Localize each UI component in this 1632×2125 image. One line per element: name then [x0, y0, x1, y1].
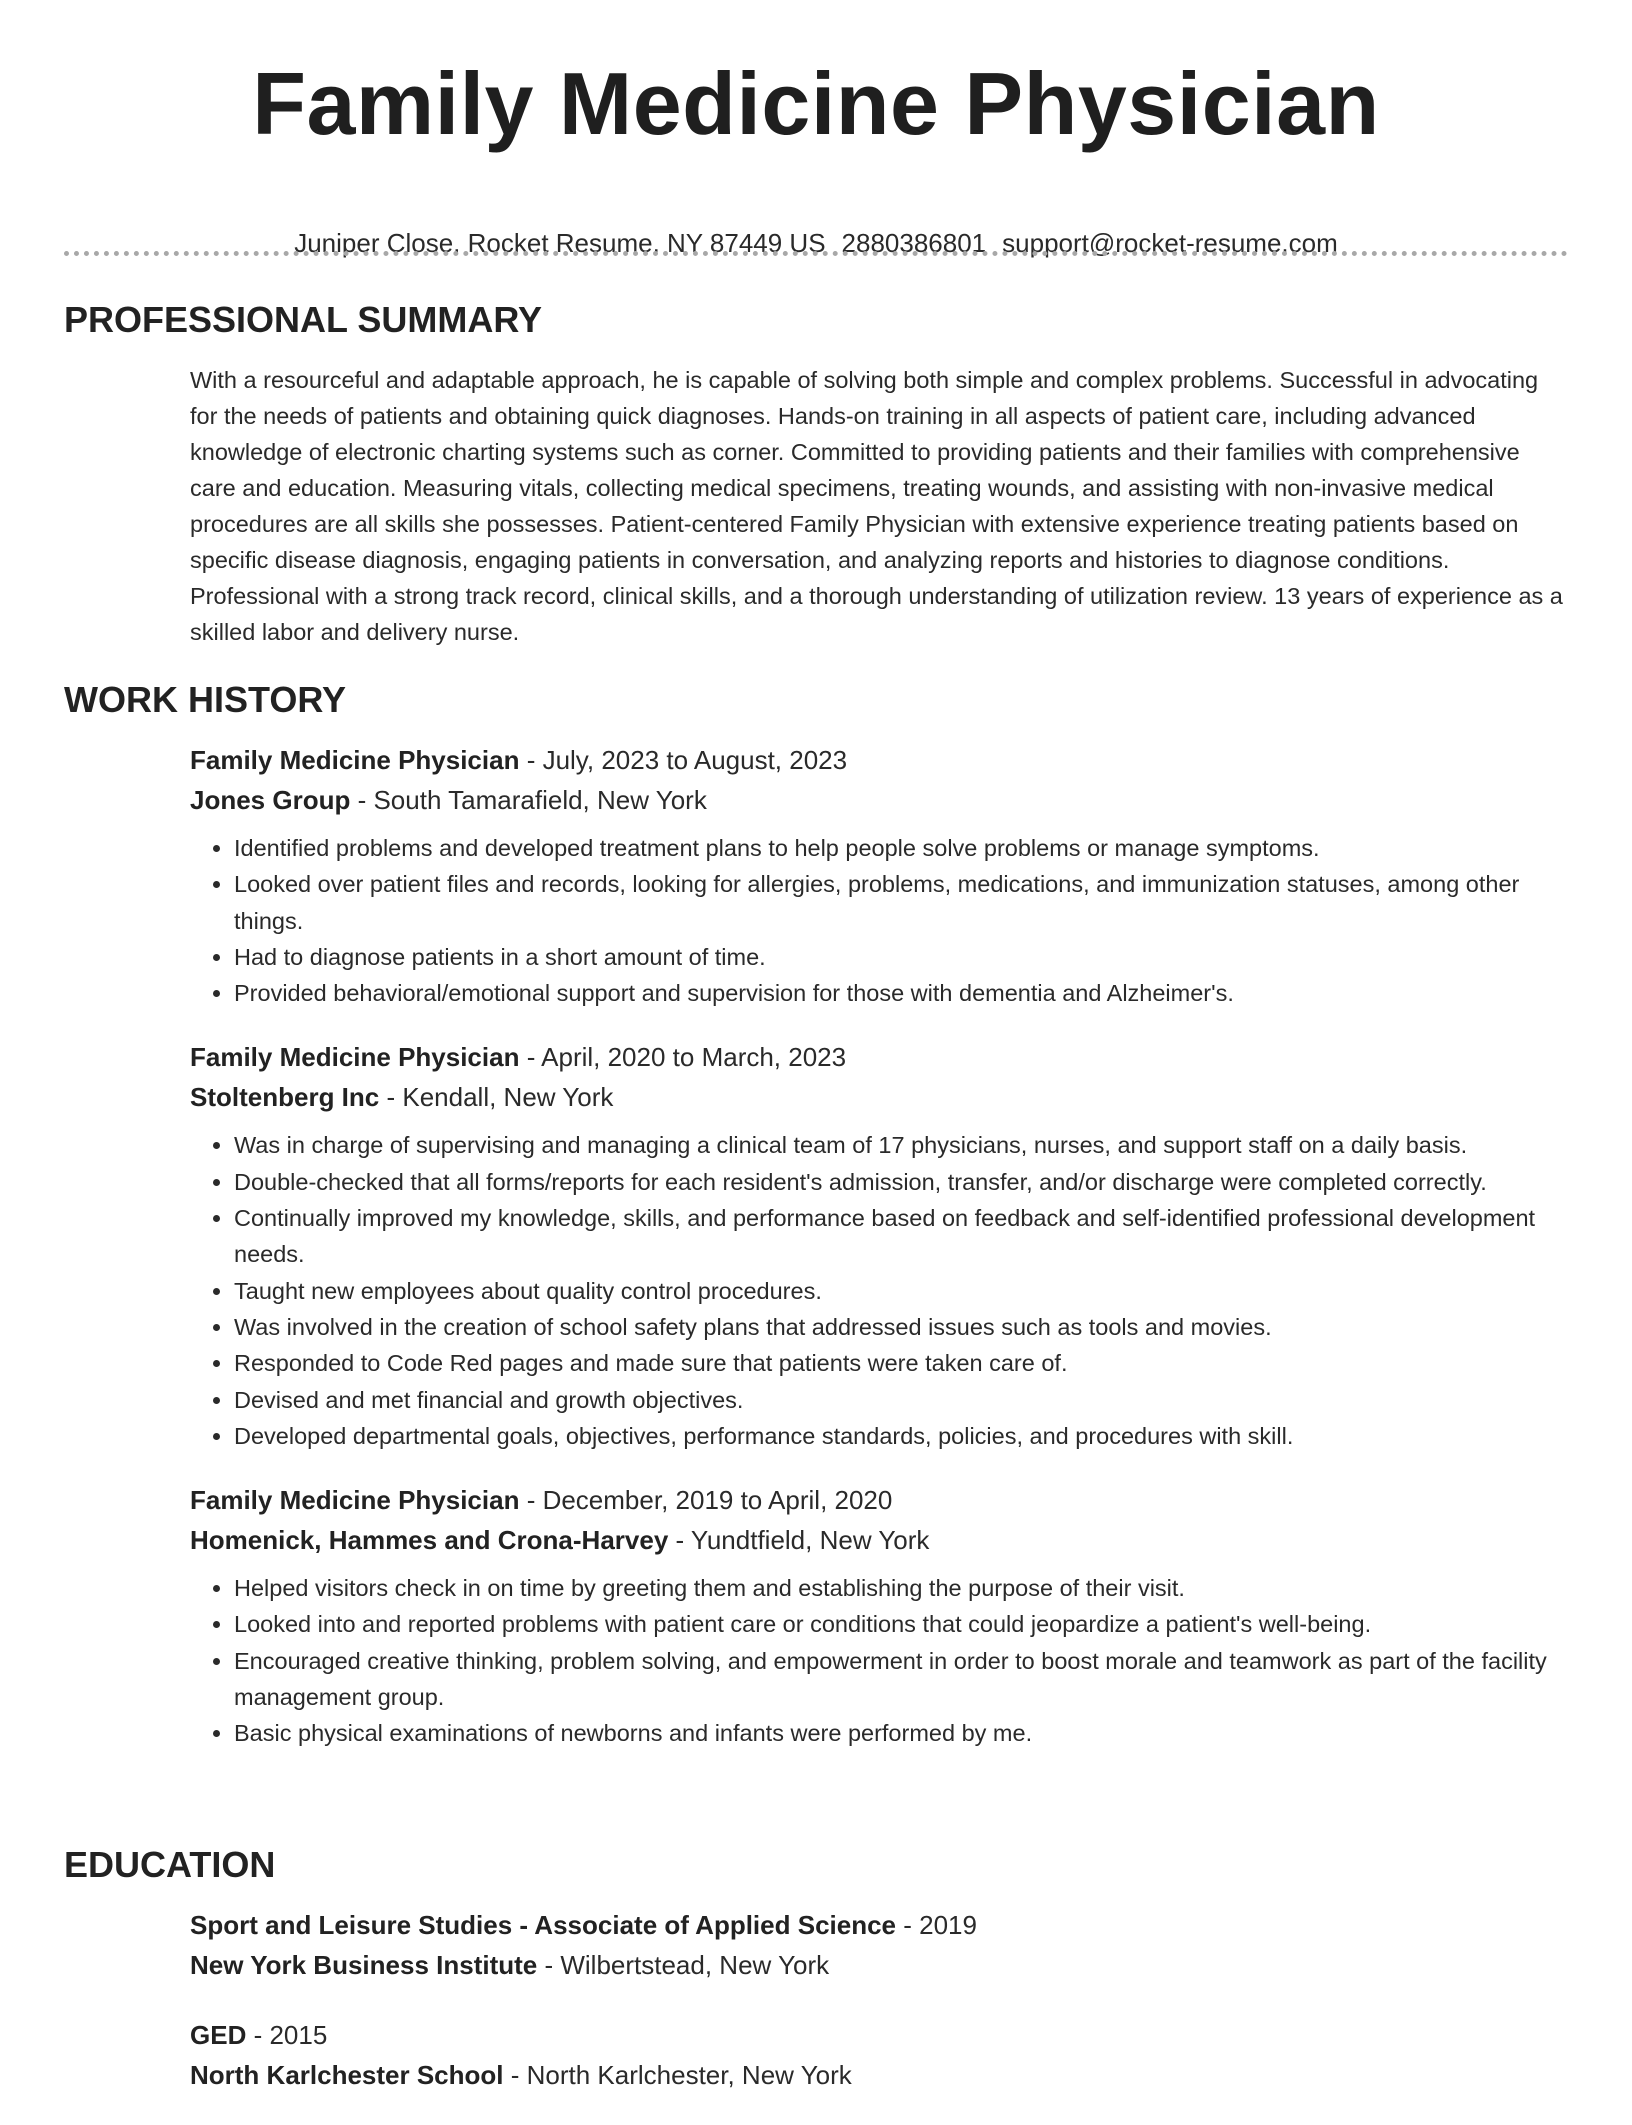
bullet-item: • Basic physical examinations of newborns and infants were performed by me.	[234, 1715, 1568, 1751]
school-name: New York Business Institute	[190, 1950, 538, 1980]
job-bullets	[190, 830, 1568, 1011]
job-bullets	[190, 1570, 1568, 1751]
bullet-item: • Provided behavioral/emotional support and supervision for those with dementia and Alzheimer's.	[234, 975, 1568, 1011]
job-entry	[190, 1037, 1568, 1454]
job-role: Family Medicine Physician	[190, 1485, 520, 1516]
work-history-section	[64, 678, 1568, 1778]
job-entry	[190, 740, 1568, 1011]
job-title-line	[190, 1480, 1568, 1520]
bullet-item: • Responded to Code Red pages and made sure that patients were taken care of.	[234, 1345, 1568, 1381]
degree-name: Sport and Leisure Studies - Associate of Applied Science	[190, 1910, 897, 1940]
job-location: - Yundtfield, New York	[668, 1525, 930, 1556]
bullet-item: • Continually improved my knowledge, skills, and performance based on feedback and self-identified professional development needs.	[234, 1200, 1568, 1273]
school-location: - North Karlchester, New York	[503, 2060, 852, 2090]
summary-text: With a resourceful and adaptable approach, he is capable of solving both simple and complex problems. Successful in advocating for the needs of patients and obtaining quick diagnoses. Hands-on training in all aspects of patient care, including advanced knowledge of electronic charting systems such as corner. Committed to providing patients and their families with comprehensive care and education. Measuring vitals, collecting medical specimens, treating wounds, and assisting with non-invasive medical procedures are all skills she possesses. Patient-centered Family Physician with extensive experience treating patients based on specific disease diagnosis, engaging patients in conversation, and analyzing reports and histories to diagnose conditions. Professional with a strong track record, clinical skills, and a thorough understanding of utilization review. 13 years of experience as a skilled labor and delivery nurse.	[190, 367, 1563, 645]
job-role: Family Medicine Physician	[190, 745, 520, 775]
job-role: Family Medicine Physician	[190, 1042, 520, 1073]
degree-year: - 2019	[896, 1910, 977, 1940]
bullet-item: • Looked into and reported problems with patient care or conditions that could jeopardize a patient's well-being.	[234, 1606, 1568, 1642]
contact-address: Juniper Close, Rocket Resume, NY 87449 US	[294, 228, 826, 258]
job-title-line	[190, 1037, 1568, 1077]
resume-header	[64, 54, 1568, 258]
header-divider	[64, 251, 1568, 256]
job-entry	[190, 1480, 1568, 1751]
degree-line	[190, 1905, 1568, 1945]
job-company: Jones Group	[190, 785, 351, 815]
bullet-item: • Looked over patient files and records, looking for allergies, problems, medications, and immunization statuses, among other things.	[234, 866, 1568, 939]
bullet-item: • Was involved in the creation of school safety plans that addressed issues such as tools and movies.	[234, 1309, 1568, 1345]
contact-email[interactable]: support@rocket-resume.com	[1002, 228, 1338, 258]
job-dates: - December, 2019 to April, 2020	[519, 1485, 893, 1516]
job-dates: - April, 2020 to March, 2023	[519, 1042, 847, 1073]
professional-summary-section	[64, 298, 1568, 650]
education-section	[64, 1843, 1568, 2125]
bullet-item: • Developed departmental goals, objectives, performance standards, policies, and procedures with skill.	[234, 1418, 1568, 1454]
candidate-name: Family Medicine Physician	[252, 54, 1380, 153]
job-company: Stoltenberg Inc	[190, 1082, 380, 1113]
job-company-line	[190, 780, 1568, 820]
bullet-item: • Was in charge of supervising and managing a clinical team of 17 physicians, nurses, and support staff on a daily basis.	[234, 1127, 1568, 1163]
job-company-line	[190, 1520, 1568, 1560]
education-entry	[190, 1905, 1568, 1985]
job-location: - South Tamarafield, New York	[350, 785, 707, 815]
degree-line	[190, 2015, 1568, 2055]
bullet-item: • Identified problems and developed treatment plans to help people solve problems or manage symptoms.	[234, 830, 1568, 866]
school-line	[190, 1945, 1568, 1985]
section-title: WORK HISTORY	[64, 679, 347, 720]
education-entry	[190, 2015, 1568, 2095]
bullet-item: • Taught new employees about quality control procedures.	[234, 1273, 1568, 1309]
bullet-item: • Devised and met financial and growth objectives.	[234, 1382, 1568, 1418]
bullet-item: • Encouraged creative thinking, problem solving, and empowerment in order to boost morale and teamwork as part of the facility management group.	[234, 1643, 1568, 1716]
school-line	[190, 2055, 1568, 2095]
job-dates: - July, 2023 to August, 2023	[519, 745, 848, 775]
degree-year: - 2015	[246, 2020, 328, 2050]
job-company: Homenick, Hammes and Crona-Harvey	[190, 1525, 669, 1556]
section-title: PROFESSIONAL SUMMARY	[64, 299, 543, 340]
bullet-item: • Helped visitors check in on time by greeting them and establishing the purpose of their visit.	[234, 1570, 1568, 1606]
contact-phone: 2880386801	[841, 228, 987, 258]
job-title-line	[190, 740, 1568, 780]
job-bullets	[190, 1127, 1568, 1454]
bullet-item: • Had to diagnose patients in a short amount of time.	[234, 939, 1568, 975]
job-company-line	[190, 1077, 1568, 1117]
bullet-item: • Double-checked that all forms/reports for each resident's admission, transfer, and/or discharge were completed correctly.	[234, 1164, 1568, 1200]
school-name: North Karlchester School	[190, 2060, 504, 2090]
job-location: - Kendall, New York	[379, 1082, 614, 1113]
degree-name: GED	[190, 2020, 247, 2050]
school-location: - Wilbertstead, New York	[537, 1950, 830, 1980]
section-title: EDUCATION	[64, 1844, 276, 1885]
